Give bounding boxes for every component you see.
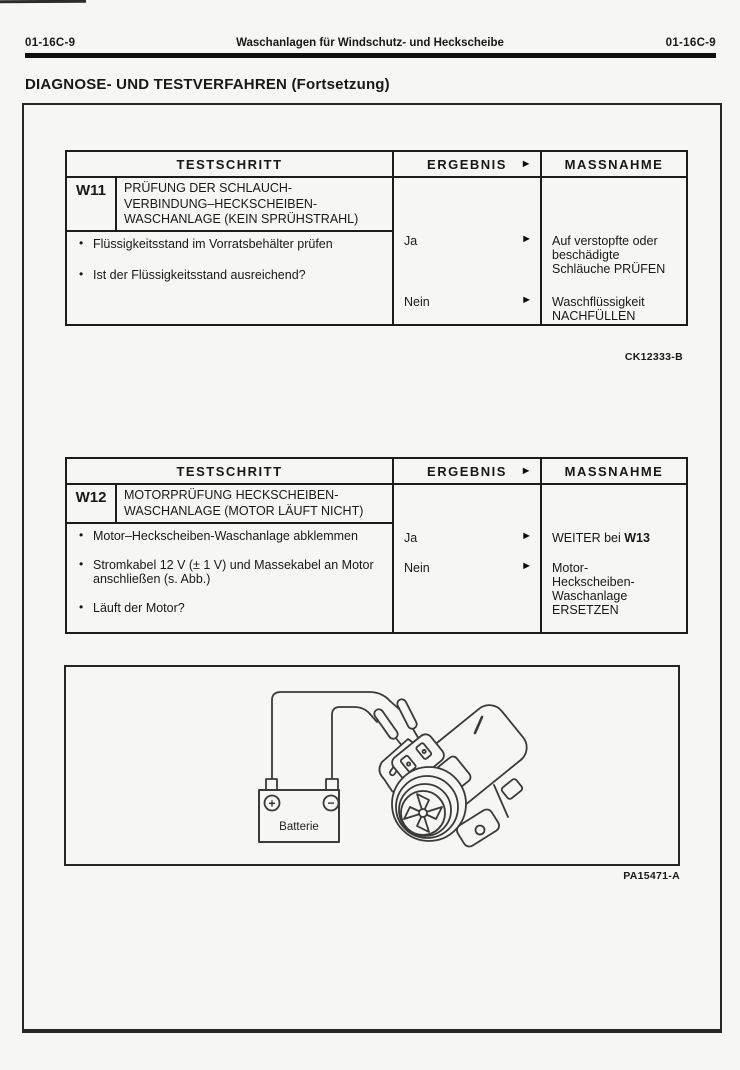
test-step-bullet	[79, 601, 388, 616]
battery-label: Batterie	[279, 821, 319, 833]
ergebnis-cell	[394, 485, 542, 632]
page-code-right: 01-16C-9	[665, 37, 716, 49]
step-title-line: VERBINDUNG–HECKSCHEIBEN-	[124, 196, 318, 211]
page-code-left: 01-16C-9	[25, 37, 76, 49]
bullet-icon: •	[79, 528, 84, 542]
bullet-icon: •	[79, 599, 84, 614]
step-title-line: WASCHANLAGE (KEIN SPRÜHSTRAHL)	[124, 212, 359, 226]
col-header-massnahme: MASSNAHME	[564, 463, 664, 479]
motor-test-diagram	[64, 665, 680, 866]
step-title-line: MOTORPRÜFUNG HECKSCHEIBEN-	[124, 488, 339, 502]
battery-minus-symbol: −	[327, 796, 335, 810]
testschritt-cell	[67, 485, 394, 632]
battery-motor-illustration	[66, 667, 678, 864]
bullet-icon: •	[79, 266, 84, 281]
header-rule	[25, 53, 716, 58]
step-code: W11	[67, 178, 117, 230]
washer-motor	[379, 699, 533, 849]
bullet-text: Flüssigkeitsstand im Vorratsbehälter prüfen	[93, 237, 333, 251]
action-line: Schläuche PRÜFEN	[552, 262, 666, 276]
result-label: Nein	[404, 295, 430, 309]
battery-terminal-plus	[266, 779, 277, 790]
bullet-text: Ist der Flüssigkeitsstand ausreichend?	[93, 267, 306, 282]
bullet-text: Läuft der Motor?	[93, 600, 185, 615]
result-label: Nein	[404, 561, 430, 575]
action-text	[552, 295, 682, 323]
action-line: ERSETZEN	[552, 603, 619, 617]
test-step-bullet	[79, 529, 369, 544]
action-line: Waschflüssigkeit	[552, 295, 645, 309]
table-header-row	[67, 459, 686, 485]
scan-artifact	[0, 0, 86, 3]
battery-plus-symbol: +	[268, 796, 276, 811]
result-label: Ja	[404, 531, 418, 545]
result-arrow-icon: ►	[520, 158, 533, 170]
col-header-testschritt: TESTSCHRITT	[67, 459, 394, 483]
result-row-ja	[404, 234, 532, 248]
bullet-icon: •	[79, 236, 84, 250]
action-line: Waschanlage	[552, 589, 628, 603]
bullet-icon: •	[79, 556, 84, 571]
action-text	[552, 531, 682, 545]
battery-minus-wire	[332, 707, 377, 789]
content-frame	[22, 103, 722, 1033]
step-title-row	[67, 485, 392, 524]
step-title-line: PRÜFUNG DER SCHLAUCH-	[124, 181, 293, 195]
massnahme-cell	[542, 178, 686, 324]
battery-terminal-minus	[326, 779, 338, 790]
col-header-massnahme: MASSNAHME	[564, 156, 664, 172]
massnahme-cell	[542, 485, 686, 632]
result-row-ja	[404, 531, 532, 545]
action-text	[552, 561, 682, 617]
result-arrow-icon: ►	[520, 465, 533, 477]
result-row-nein	[404, 561, 532, 575]
col-header-testschritt: TESTSCHRITT	[67, 152, 394, 176]
step-title-line: WASCHANLAGE (MOTOR LÄUFT NICHT)	[124, 503, 364, 518]
test-step-bullet	[79, 237, 388, 252]
result-row-nein	[404, 295, 532, 309]
bullet-text: Motor–Heckscheiben-Waschanlage abklemmen	[93, 529, 358, 543]
col-header-ergebnis	[394, 152, 542, 176]
step-title-row	[67, 178, 392, 232]
test-step-bullet	[79, 558, 387, 587]
wire-connector	[396, 698, 419, 731]
action-line: Motor-	[552, 561, 589, 575]
result-arrow-icon: ►	[521, 233, 532, 245]
result-arrow-icon: ►	[521, 530, 532, 542]
figure-code-ck12333: CK12333-B	[624, 351, 683, 363]
action-line: NACHFÜLLEN	[552, 309, 636, 323]
action-line: WEITER bei	[552, 531, 625, 545]
ergebnis-cell	[394, 178, 542, 324]
figure-code-pa15471: PA15471-A	[623, 870, 680, 882]
action-text	[552, 234, 682, 276]
col-header-ergebnis-label: ERGEBNIS	[427, 156, 507, 172]
col-header-ergebnis	[394, 459, 542, 483]
section-title: DIAGNOSE- UND TESTVERFAHREN (Fortsetzung)	[25, 76, 390, 93]
result-arrow-icon: ►	[521, 294, 532, 306]
action-line: beschädigte	[552, 248, 620, 262]
result-arrow-icon: ►	[521, 560, 532, 572]
pump-impeller	[392, 767, 466, 841]
action-line: Auf verstopfte oder	[552, 234, 658, 248]
result-label: Ja	[404, 234, 418, 248]
step-title	[117, 178, 362, 230]
wire-connector	[373, 707, 400, 740]
table-header-row	[67, 152, 686, 178]
col-header-ergebnis-label: ERGEBNIS	[427, 463, 507, 479]
test-table-w12	[65, 457, 688, 634]
running-head-title: Waschanlagen für Windschutz- und Heckscheibe	[236, 37, 504, 49]
action-step-ref: W13	[624, 531, 650, 545]
test-step-bullet	[79, 268, 388, 283]
action-line: Heckscheiben-	[552, 575, 635, 589]
testschritt-cell	[67, 178, 394, 324]
step-title	[117, 485, 367, 522]
bullet-text: Stromkabel 12 V (± 1 V) und Massekabel an Motor anschließen (s. Abb.)	[93, 557, 374, 586]
step-code: W12	[67, 485, 117, 522]
test-table-w11	[65, 150, 688, 326]
